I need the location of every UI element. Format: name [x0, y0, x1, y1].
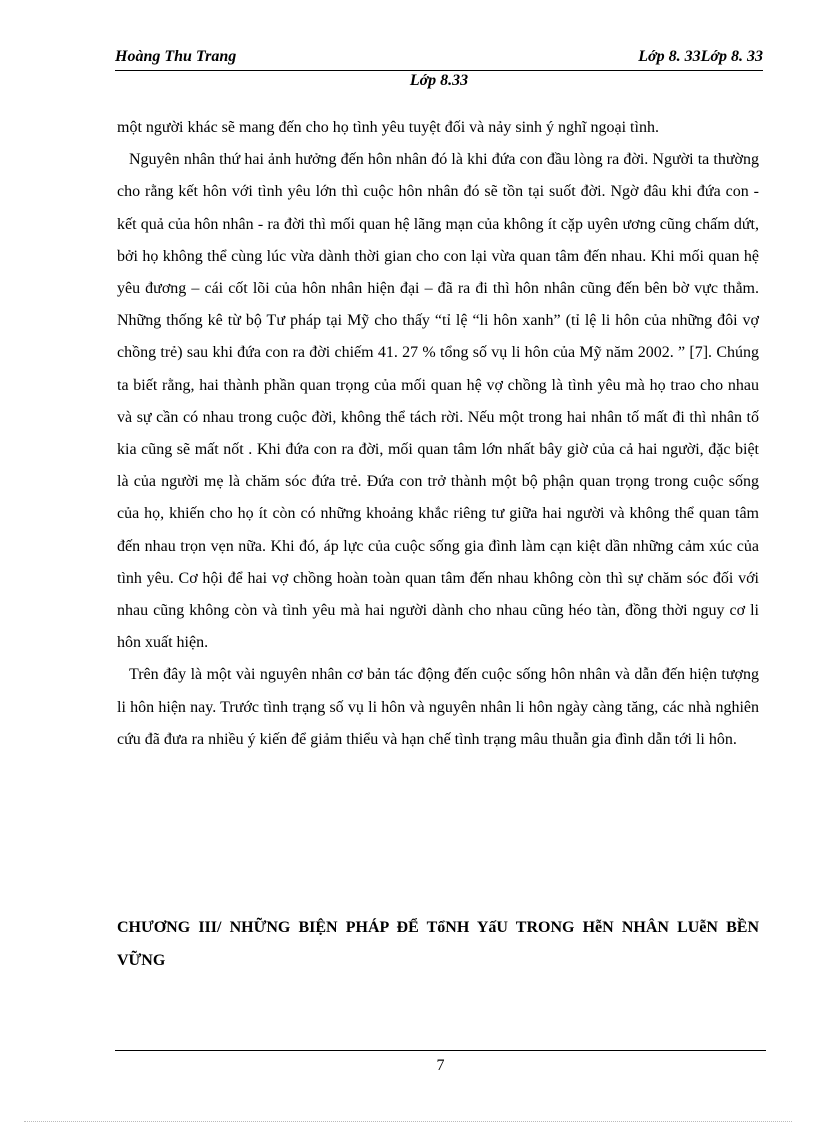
paragraph: Trên đây là một vài nguyên nhân cơ bản tác động đến cuộc sống hôn nhân và dẫn đến hiện tượng li hôn hiện nay. Trước tình trạng số vụ li hôn và nguyên nhân li hôn ngày càng tăng, các nhà nghiên cứu đã đưa ra nhiều ý kiến để giảm thiểu và hạn chế tình trạng mâu thuẫn gia đình dẫn tới li hôn.: [117, 666, 759, 748]
header-class-label-center: Lớp 8.33: [409, 72, 469, 89]
document-body: [117, 112, 759, 756]
page-edge: [24, 1121, 792, 1122]
header-author: Hoàng Thu Trang: [115, 48, 237, 65]
page-number: 7: [436, 1057, 445, 1074]
paragraph-continuation: một người khác sẽ mang đến cho họ tình yêu tuyệt đối và nảy sinh ý nghĩ ngoại tình.: [117, 119, 659, 136]
chapter-heading: CHƯƠNG III/ NHỮNG BIỆN PHÁP ĐỂ TổNH YấU TRONG HễN NHÂN LUễN BỀN VỮNG: [117, 919, 759, 969]
header-rule: [115, 70, 763, 71]
paragraph: Nguyên nhân thứ hai ảnh hưởng đến hôn nhân đó là khi đứa con đầu lòng ra đời. Người ta thường cho rằng kết hôn với tình yêu lớn thì cuộc hôn nhân đó sẽ tồn tại suốt đời. Ngờ đâu khi đứa con - kết quả của hôn nhân - ra đời thì mối quan hệ lãng mạn của không ít cặp uyên ương cũng chấm dứt, bởi họ không thể cùng lúc vừa dành thời gian cho con lại vừa quan tâm đến nhau. Khi mối quan hệ yêu đương – cái cốt lõi của hôn nhân hiện đại – đã ra đi thì hôn nhân cũng đến bên bờ vực thẳm. Những thống kê từ bộ Tư pháp tại Mỹ cho thấy “tỉ lệ “li hôn xanh” (tỉ lệ li hôn của những đôi vợ chồng trẻ) sau khi đứa con ra đời chiếm 41. 27 % tổng số vụ li hôn của Mỹ năm 2002. ” [7]. Chúng ta biết rằng, hai thành phần quan trọng của mối quan hệ vợ chồng là tình yêu mà họ trao cho nhau và sự cần có nhau trong cuộc đời, không thể tách rời. Nếu một trong hai nhân tố mất đi thì nhân tố kia cũng sẽ mất nốt . Khi đứa con ra đời, mối quan tâm lớn nhất bây giờ của cả hai người, đặc biệt là của người mẹ là chăm sóc đứa trẻ. Đứa con trở thành một bộ phận quan trọng trong cuộc sống của họ, khiến cho họ ít còn có những khoảng khắc riêng tư giữa hai người và không thể quan tâm đến nhau trọn vẹn nữa. Khi đó, áp lực của cuộc sống gia đình làm cạn kiệt dần những cảm xúc của tình yêu. Cơ hội để hai vợ chồng hoàn toàn quan tâm đến nhau không còn thì sự chăm sóc đối với nhau cũng không còn và tình yêu mà hai người dành cho nhau cũng héo tàn, đồng thời nguy cơ li hôn xuất hiện.: [117, 151, 759, 652]
footer-rule: [115, 1050, 766, 1051]
header-class-label: Lớp 8. 33Lớp 8. 33: [638, 48, 763, 65]
